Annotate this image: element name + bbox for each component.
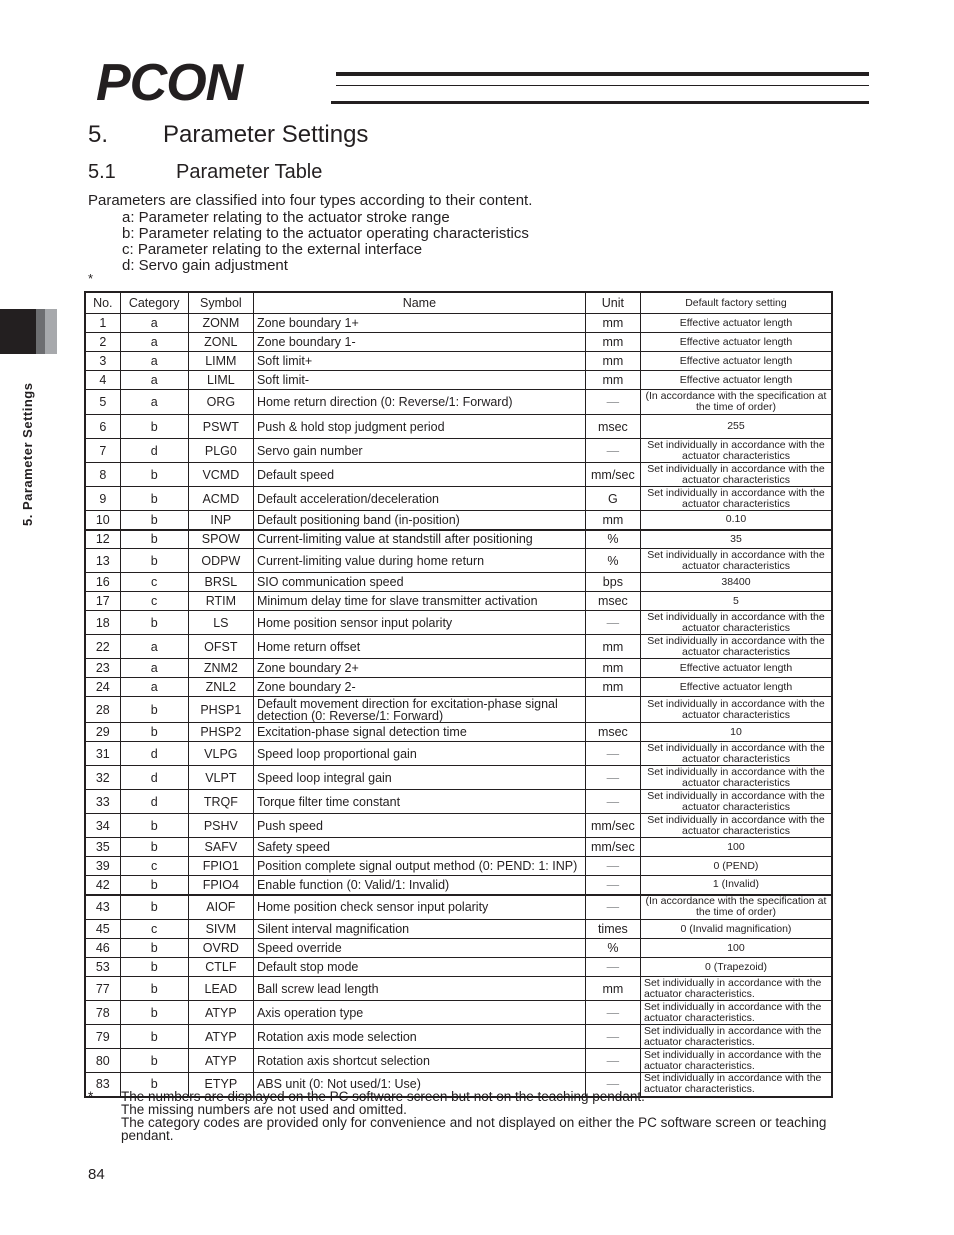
cell-symbol: SIVM xyxy=(188,920,253,939)
table-row xyxy=(85,371,832,390)
cell-default: 1 (Invalid) xyxy=(640,876,832,895)
cell-category: b xyxy=(120,463,188,487)
cell-no: 80 xyxy=(85,1049,120,1073)
cell-unit: mm xyxy=(585,352,640,371)
subsection-number: 5.1 xyxy=(88,161,116,183)
cell-unit: mm xyxy=(585,333,640,352)
cell-unit: — xyxy=(585,390,640,415)
cell-symbol: OFST xyxy=(188,635,253,659)
table-row xyxy=(85,415,832,439)
cell-name: ABS unit (0: Not used/1: Use) xyxy=(253,1073,585,1097)
cell-no: 9 xyxy=(85,487,120,511)
cell-symbol: PHSP1 xyxy=(188,697,253,723)
cell-name: Excitation-phase signal detection time xyxy=(253,723,585,742)
cell-unit: % xyxy=(585,939,640,958)
footnote-marker: * xyxy=(88,271,94,286)
cell-category: b xyxy=(120,814,188,838)
cell-unit: % xyxy=(585,549,640,573)
cell-default: Effective actuator length xyxy=(640,371,832,390)
cell-no: 7 xyxy=(85,439,120,463)
table-row xyxy=(85,352,832,371)
cell-name: Default stop mode xyxy=(253,958,585,977)
cell-category: d xyxy=(120,439,188,463)
cell-name: Zone boundary 1+ xyxy=(253,314,585,333)
cell-name: Silent interval magnification xyxy=(253,920,585,939)
cell-category: b xyxy=(120,697,188,723)
cell-name: Default movement direction for excitation-phase signal detection (0: Reverse/1: Forward) xyxy=(253,697,585,723)
cell-default: Effective actuator length xyxy=(640,678,832,697)
cell-no: 1 xyxy=(85,314,120,333)
table-row xyxy=(85,857,832,876)
cell-no: 31 xyxy=(85,742,120,766)
cell-unit: G xyxy=(585,487,640,511)
cell-symbol: ETYP xyxy=(188,1073,253,1097)
cell-symbol: ODPW xyxy=(188,549,253,573)
cell-default: Set individually in accordance with the actuator characteristics xyxy=(640,814,832,838)
cell-category: b xyxy=(120,549,188,573)
cell-category: a xyxy=(120,333,188,352)
table-row xyxy=(85,814,832,838)
table-row xyxy=(85,1025,832,1049)
cell-no: 2 xyxy=(85,333,120,352)
cell-default: Set individually in accordance with the actuator characteristics xyxy=(640,742,832,766)
cell-unit: mm/sec xyxy=(585,838,640,857)
cell-symbol: CTLF xyxy=(188,958,253,977)
table-row xyxy=(85,958,832,977)
cell-default: Set individually in accordance with the actuator characteristics xyxy=(640,439,832,463)
cell-default: Set individually in accordance with the actuator characteristics. xyxy=(640,1073,832,1097)
cell-symbol: LEAD xyxy=(188,977,253,1001)
cell-category: c xyxy=(120,857,188,876)
cell-unit: msec xyxy=(585,415,640,439)
cell-default: 0 (Invalid magnification) xyxy=(640,920,832,939)
section-number: 5. xyxy=(88,121,109,148)
cell-unit: — xyxy=(585,895,640,920)
cell-default: 100 xyxy=(640,838,832,857)
cell-default: 35 xyxy=(640,530,832,549)
cell-unit: msec xyxy=(585,592,640,611)
cell-unit: bps xyxy=(585,573,640,592)
cell-symbol: PSWT xyxy=(188,415,253,439)
cell-default: Effective actuator length xyxy=(640,659,832,678)
cell-symbol: ZNM2 xyxy=(188,659,253,678)
cell-name: Servo gain number xyxy=(253,439,585,463)
cell-symbol: ZNL2 xyxy=(188,678,253,697)
table-row xyxy=(85,742,832,766)
cell-default: (In accordance with the specification at the time of order) xyxy=(640,895,832,920)
cell-category: b xyxy=(120,415,188,439)
cell-name: Speed loop integral gain xyxy=(253,766,585,790)
cell-default: Effective actuator length xyxy=(640,314,832,333)
cell-default: Set individually in accordance with the actuator characteristics. xyxy=(640,1049,832,1073)
cell-default: 10 xyxy=(640,723,832,742)
parameter-table xyxy=(84,291,833,1098)
cell-default: 0 (Trapezoid) xyxy=(640,958,832,977)
cell-no: 10 xyxy=(85,511,120,530)
cell-default: 0.10 xyxy=(640,511,832,530)
cell-name: Home return direction (0: Reverse/1: Forward) xyxy=(253,390,585,415)
table-row xyxy=(85,333,832,352)
cell-symbol: ATYP xyxy=(188,1001,253,1025)
cell-no: 39 xyxy=(85,857,120,876)
cell-unit: mm/sec xyxy=(585,463,640,487)
cell-category: b xyxy=(120,487,188,511)
cell-name: Default acceleration/deceleration xyxy=(253,487,585,511)
cell-name: Soft limit+ xyxy=(253,352,585,371)
cell-no: 45 xyxy=(85,920,120,939)
chapter-tab-shade xyxy=(36,309,45,354)
table-row xyxy=(85,790,832,814)
cell-unit: — xyxy=(585,857,640,876)
cell-default: Set individually in accordance with the actuator characteristics. xyxy=(640,977,832,1001)
cell-symbol: RTIM xyxy=(188,592,253,611)
table-row xyxy=(85,659,832,678)
table-row xyxy=(85,487,832,511)
table-row xyxy=(85,766,832,790)
cell-name: SIO communication speed xyxy=(253,573,585,592)
cell-symbol: FPIO4 xyxy=(188,876,253,895)
cell-name: Push speed xyxy=(253,814,585,838)
logo-rule xyxy=(336,85,869,86)
cell-unit: — xyxy=(585,1001,640,1025)
cell-default: 38400 xyxy=(640,573,832,592)
table-row xyxy=(85,314,832,333)
logo-wordmark: PCON xyxy=(96,54,243,112)
cell-no: 34 xyxy=(85,814,120,838)
table-row xyxy=(85,1049,832,1073)
table-body xyxy=(85,314,832,1097)
cell-name: Ball screw lead length xyxy=(253,977,585,1001)
chapter-tab-block xyxy=(0,309,36,354)
cell-category: d xyxy=(120,766,188,790)
cell-no: 79 xyxy=(85,1025,120,1049)
chapter-tab-shade xyxy=(45,309,57,354)
cell-no: 46 xyxy=(85,939,120,958)
type-item: d: Servo gain adjustment xyxy=(122,257,288,274)
header-default: Default factory setting xyxy=(640,292,832,314)
cell-symbol: INP xyxy=(188,511,253,530)
cell-default: Effective actuator length xyxy=(640,352,832,371)
table-row xyxy=(85,463,832,487)
cell-symbol: LS xyxy=(188,611,253,635)
header-category: Category xyxy=(120,292,188,314)
cell-no: 8 xyxy=(85,463,120,487)
cell-name: Position complete signal output method (0: PEND: 1: INP) xyxy=(253,857,585,876)
cell-category: b xyxy=(120,838,188,857)
cell-unit: msec xyxy=(585,723,640,742)
cell-no: 4 xyxy=(85,371,120,390)
cell-name: Default positioning band (in-position) xyxy=(253,511,585,530)
cell-category: a xyxy=(120,678,188,697)
cell-unit: — xyxy=(585,958,640,977)
cell-default: Set individually in accordance with the actuator characteristics. xyxy=(640,1025,832,1049)
cell-category: c xyxy=(120,573,188,592)
cell-name: Soft limit- xyxy=(253,371,585,390)
cell-category: a xyxy=(120,352,188,371)
logo-rule xyxy=(336,72,869,76)
table-row xyxy=(85,697,832,723)
table-row xyxy=(85,635,832,659)
chapter-tab xyxy=(0,309,57,354)
cell-symbol: PSHV xyxy=(188,814,253,838)
cell-name: Home position check sensor input polarity xyxy=(253,895,585,920)
cell-symbol: TRQF xyxy=(188,790,253,814)
cell-default: 5 xyxy=(640,592,832,611)
cell-category: b xyxy=(120,611,188,635)
cell-category: b xyxy=(120,876,188,895)
cell-category: d xyxy=(120,790,188,814)
cell-no: 32 xyxy=(85,766,120,790)
cell-no: 22 xyxy=(85,635,120,659)
cell-symbol: BRSL xyxy=(188,573,253,592)
cell-default: 0 (PEND) xyxy=(640,857,832,876)
cell-category: a xyxy=(120,371,188,390)
cell-no: 23 xyxy=(85,659,120,678)
cell-no: 29 xyxy=(85,723,120,742)
cell-symbol: ZONL xyxy=(188,333,253,352)
cell-name: Rotation axis shortcut selection xyxy=(253,1049,585,1073)
table-row xyxy=(85,977,832,1001)
cell-category: a xyxy=(120,635,188,659)
cell-unit: % xyxy=(585,530,640,549)
cell-name: Enable function (0: Valid/1: Invalid) xyxy=(253,876,585,895)
cell-default: Effective actuator length xyxy=(640,333,832,352)
footnote-marker: * xyxy=(88,1089,94,1104)
cell-default: Set individually in accordance with the actuator characteristics xyxy=(640,487,832,511)
cell-symbol: SAFV xyxy=(188,838,253,857)
cell-category: b xyxy=(120,530,188,549)
cell-unit: — xyxy=(585,1049,640,1073)
table-row xyxy=(85,511,832,530)
cell-name: Current-limiting value during home return xyxy=(253,549,585,573)
cell-no: 83 xyxy=(85,1073,120,1097)
cell-category: b xyxy=(120,939,188,958)
header-symbol: Symbol xyxy=(188,292,253,314)
cell-no: 33 xyxy=(85,790,120,814)
intro-paragraph: Parameters are classified into four types according to their content. xyxy=(88,192,533,209)
cell-no: 12 xyxy=(85,530,120,549)
cell-category: d xyxy=(120,742,188,766)
cell-unit: mm xyxy=(585,678,640,697)
logo-rule xyxy=(331,101,869,104)
cell-name: Rotation axis mode selection xyxy=(253,1025,585,1049)
cell-name: Zone boundary 2+ xyxy=(253,659,585,678)
cell-category: b xyxy=(120,958,188,977)
section-title: Parameter Settings xyxy=(163,121,369,148)
cell-no: 5 xyxy=(85,390,120,415)
type-item: c: Parameter relating to the external interface xyxy=(122,241,423,258)
cell-unit: mm xyxy=(585,977,640,1001)
cell-default: (In accordance with the specification at the time of order) xyxy=(640,390,832,415)
type-item: a: Parameter relating to the actuator stroke range xyxy=(122,209,450,226)
pcon-logo xyxy=(96,54,871,112)
cell-symbol: VLPT xyxy=(188,766,253,790)
cell-category: a xyxy=(120,390,188,415)
header-unit: Unit xyxy=(585,292,640,314)
cell-symbol: ACMD xyxy=(188,487,253,511)
cell-no: 35 xyxy=(85,838,120,857)
table-row xyxy=(85,530,832,549)
cell-symbol: VLPG xyxy=(188,742,253,766)
cell-category: c xyxy=(120,920,188,939)
table-row xyxy=(85,592,832,611)
cell-no: 42 xyxy=(85,876,120,895)
cell-symbol: SPOW xyxy=(188,530,253,549)
table-row xyxy=(85,549,832,573)
cell-category: b xyxy=(120,1001,188,1025)
cell-category: b xyxy=(120,895,188,920)
cell-symbol: PHSP2 xyxy=(188,723,253,742)
cell-no: 17 xyxy=(85,592,120,611)
cell-category: b xyxy=(120,977,188,1001)
cell-default: Set individually in accordance with the actuator characteristics xyxy=(640,697,832,723)
cell-unit: times xyxy=(585,920,640,939)
table-row xyxy=(85,611,832,635)
table-row xyxy=(85,895,832,920)
cell-symbol: FPIO1 xyxy=(188,857,253,876)
footnote-body xyxy=(121,1090,866,1142)
table-row xyxy=(85,573,832,592)
cell-category: a xyxy=(120,314,188,333)
cell-unit: — xyxy=(585,1025,640,1049)
cell-symbol: OVRD xyxy=(188,939,253,958)
table-row xyxy=(85,390,832,415)
cell-symbol: ZONM xyxy=(188,314,253,333)
cell-unit: mm/sec xyxy=(585,814,640,838)
cell-category: b xyxy=(120,723,188,742)
chapter-side-label: 5. Parameter Settings xyxy=(20,382,35,526)
footnote-line: The category codes are provided only for convenience and not displayed on either the PC software screen or teaching pendant. xyxy=(121,1115,827,1143)
cell-no: 77 xyxy=(85,977,120,1001)
cell-default: Set individually in accordance with the actuator characteristics xyxy=(640,766,832,790)
cell-category: b xyxy=(120,1049,188,1073)
cell-default: Set individually in accordance with the actuator characteristics xyxy=(640,790,832,814)
cell-unit: — xyxy=(585,742,640,766)
cell-symbol: VCMD xyxy=(188,463,253,487)
cell-name: Current-limiting value at standstill after positioning xyxy=(253,530,585,549)
table-row xyxy=(85,939,832,958)
cell-unit: mm xyxy=(585,635,640,659)
cell-name: Zone boundary 2- xyxy=(253,678,585,697)
cell-name: Minimum delay time for slave transmitter activation xyxy=(253,592,585,611)
cell-unit: mm xyxy=(585,371,640,390)
cell-no: 18 xyxy=(85,611,120,635)
cell-unit: — xyxy=(585,439,640,463)
cell-name: Safety speed xyxy=(253,838,585,857)
cell-symbol: LIMM xyxy=(188,352,253,371)
cell-symbol: ORG xyxy=(188,390,253,415)
cell-default: 255 xyxy=(640,415,832,439)
cell-default: Set individually in accordance with the actuator characteristics. xyxy=(640,1001,832,1025)
cell-symbol: LIML xyxy=(188,371,253,390)
footnote-line: The numbers are displayed on the PC software screen but not on the teaching pendant. xyxy=(121,1089,645,1104)
cell-default: Set individually in accordance with the actuator characteristics xyxy=(640,611,832,635)
cell-default: Set individually in accordance with the actuator characteristics xyxy=(640,635,832,659)
cell-symbol: PLG0 xyxy=(188,439,253,463)
parameter-type-list xyxy=(122,210,529,274)
cell-unit xyxy=(585,697,640,723)
cell-category: b xyxy=(120,511,188,530)
cell-name: Axis operation type xyxy=(253,1001,585,1025)
cell-name: Home position sensor input polarity xyxy=(253,611,585,635)
header-name: Name xyxy=(253,292,585,314)
cell-no: 3 xyxy=(85,352,120,371)
cell-no: 53 xyxy=(85,958,120,977)
cell-no: 6 xyxy=(85,415,120,439)
cell-no: 43 xyxy=(85,895,120,920)
subsection-title: Parameter Table xyxy=(176,161,323,183)
cell-unit: — xyxy=(585,876,640,895)
cell-symbol: ATYP xyxy=(188,1025,253,1049)
cell-category: a xyxy=(120,659,188,678)
cell-unit: — xyxy=(585,611,640,635)
cell-no: 24 xyxy=(85,678,120,697)
table-row xyxy=(85,920,832,939)
cell-unit: mm xyxy=(585,314,640,333)
cell-unit: mm xyxy=(585,511,640,530)
cell-name: Speed loop proportional gain xyxy=(253,742,585,766)
cell-unit: — xyxy=(585,790,640,814)
cell-no: 16 xyxy=(85,573,120,592)
table-row xyxy=(85,439,832,463)
table-row xyxy=(85,1001,832,1025)
cell-name: Default speed xyxy=(253,463,585,487)
cell-default: 100 xyxy=(640,939,832,958)
cell-unit: — xyxy=(585,1073,640,1097)
header-no: No. xyxy=(85,292,120,314)
table-row xyxy=(85,678,832,697)
cell-symbol: ATYP xyxy=(188,1049,253,1073)
footnote-line: The missing numbers are not used and omitted. xyxy=(121,1102,407,1117)
cell-no: 13 xyxy=(85,549,120,573)
cell-no: 28 xyxy=(85,697,120,723)
cell-default: Set individually in accordance with the actuator characteristics xyxy=(640,463,832,487)
table-row xyxy=(85,876,832,895)
cell-category: b xyxy=(120,1073,188,1097)
cell-name: Torque filter time constant xyxy=(253,790,585,814)
cell-name: Zone boundary 1- xyxy=(253,333,585,352)
cell-name: Home return offset xyxy=(253,635,585,659)
cell-category: c xyxy=(120,592,188,611)
cell-unit: mm xyxy=(585,659,640,678)
cell-name: Push & hold stop judgment period xyxy=(253,415,585,439)
cell-unit: — xyxy=(585,766,640,790)
table-header-row xyxy=(85,292,832,314)
type-item: b: Parameter relating to the actuator operating characteristics xyxy=(122,225,529,242)
cell-default: Set individually in accordance with the actuator characteristics xyxy=(640,549,832,573)
page-number: 84 xyxy=(88,1166,105,1183)
cell-category: b xyxy=(120,1025,188,1049)
table-row xyxy=(85,723,832,742)
cell-name: Speed override xyxy=(253,939,585,958)
cell-no: 78 xyxy=(85,1001,120,1025)
table-row xyxy=(85,838,832,857)
cell-symbol: AIOF xyxy=(188,895,253,920)
